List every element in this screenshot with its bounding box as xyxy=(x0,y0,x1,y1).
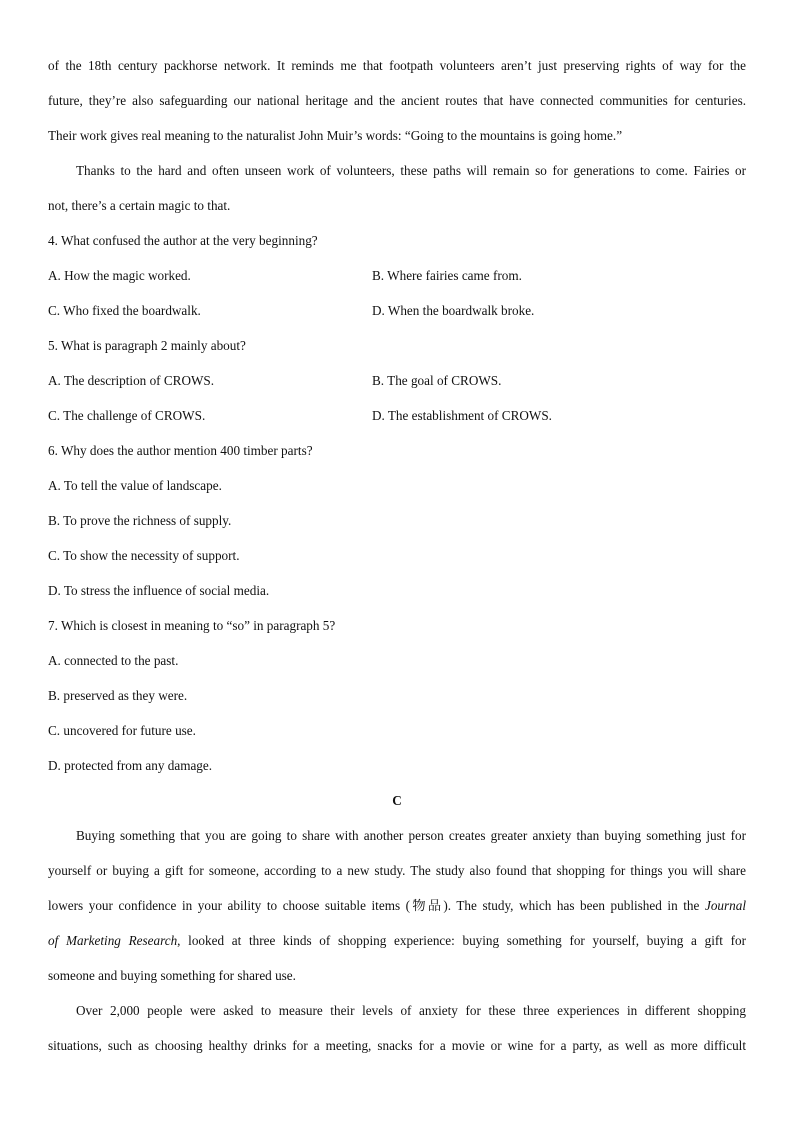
text-line: Buying something that you are going to share with another person creates greater anxiety than buying something just for xyxy=(76,828,746,843)
option-a: A. To tell the value of landscape. xyxy=(48,478,222,493)
option-row xyxy=(48,398,746,433)
passage-paragraph xyxy=(48,818,746,993)
text-line: yourself or buying a gift for someone, according to a new study. The study also found that shopping for things you will share xyxy=(48,863,746,878)
passage-paragraph xyxy=(48,48,746,153)
question-4 xyxy=(48,223,746,328)
option-b: B. To prove the richness of supply. xyxy=(48,513,232,528)
option-row xyxy=(48,258,746,293)
option-row xyxy=(48,293,746,328)
text-line: Thanks to the hard and often unseen work of volunteers, these paths will remain so for generations to come. Fairies or xyxy=(76,163,746,178)
option-c: C. The challenge of CROWS. xyxy=(48,408,206,423)
text-line xyxy=(48,888,746,923)
text-line: not, there’s a certain magic to that. xyxy=(48,198,231,213)
section-heading: C xyxy=(392,793,402,808)
journal-title: Journal xyxy=(704,898,746,913)
question-7 xyxy=(48,608,746,783)
option-c: C. To show the necessity of support. xyxy=(48,548,240,563)
question-5 xyxy=(48,328,746,433)
text-line: of the 18th century packhorse network. It reminds me that footpath volunteers aren’t just preserving rights of way for the xyxy=(48,58,746,73)
option-a: A. How the magic worked. xyxy=(48,268,191,283)
option-a: A. connected to the past. xyxy=(48,653,179,668)
text-line: someone and buying something for shared use. xyxy=(48,968,296,983)
option-row xyxy=(48,363,746,398)
option-d: D. To stress the influence of social media. xyxy=(48,583,270,598)
text-line xyxy=(48,923,746,958)
text-line: Their work gives real meaning to the naturalist John Muir’s words: “Going to the mountains is going home.” xyxy=(48,128,623,143)
option-b: B. Where fairies came from. xyxy=(372,268,522,283)
option-a: A. The description of CROWS. xyxy=(48,373,215,388)
text-line: Over 2,000 people were asked to measure their levels of anxiety for these three experiences in different shopping xyxy=(76,1003,746,1018)
question-stem: 7. Which is closest in meaning to “so” in paragraph 5? xyxy=(48,618,336,633)
passage-paragraph xyxy=(48,153,746,223)
option-d: D. The establishment of CROWS. xyxy=(372,408,552,423)
text-span: , looked at three kinds of shopping experience: buying something for yourself, buying a gift for xyxy=(177,933,746,948)
passage-paragraph xyxy=(48,993,746,1063)
text-span: lowers your confidence in your ability to choose suitable items (物品). The study, which has been published in the xyxy=(48,898,705,913)
question-stem: 5. What is paragraph 2 mainly about? xyxy=(48,338,246,353)
option-b: B. preserved as they were. xyxy=(48,688,188,703)
question-6 xyxy=(48,433,746,608)
question-stem: 6. Why does the author mention 400 timber parts? xyxy=(48,443,313,458)
option-c: C. Who fixed the boardwalk. xyxy=(48,303,201,318)
journal-title: of Marketing Research xyxy=(48,933,178,948)
option-c: C. uncovered for future use. xyxy=(48,723,196,738)
question-stem: 4. What confused the author at the very beginning? xyxy=(48,233,318,248)
text-line: future, they’re also safeguarding our national heritage and the ancient routes that have connected communities for centuries. xyxy=(48,93,746,108)
option-d: D. protected from any damage. xyxy=(48,758,213,773)
document-page xyxy=(48,48,746,1063)
option-d: D. When the boardwalk broke. xyxy=(372,303,535,318)
text-line: situations, such as choosing healthy drinks for a meeting, snacks for a movie or wine for a party, as well as more difficult xyxy=(48,1038,746,1053)
option-b: B. The goal of CROWS. xyxy=(372,373,502,388)
